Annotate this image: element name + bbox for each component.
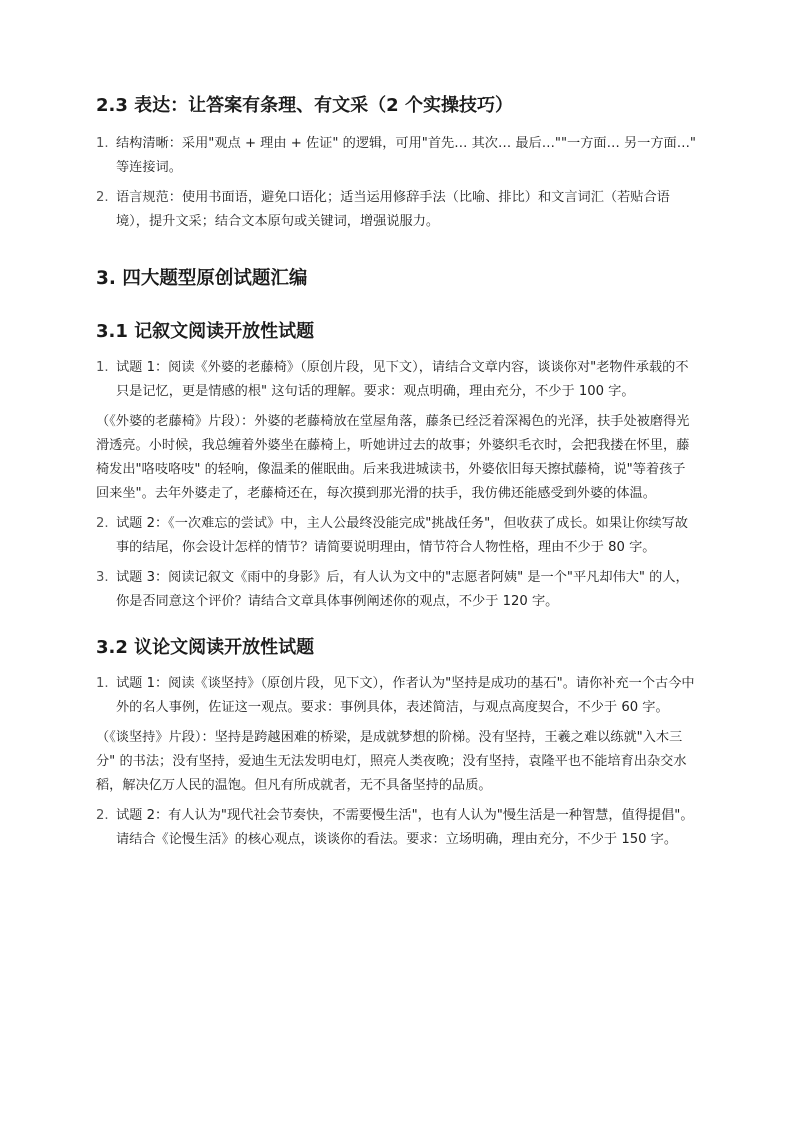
list-item [96,132,698,180]
list-3-2-a [96,672,698,720]
list-item-text: 试题 1：阅读《外婆的老藤椅》（原创片段，见下文），请结合文章内容，谈谈你对"老物件承载的不只是记忆，更是情感的根" 这句话的理解。要求：观点明确，理由充分，不少于 100 字。 [116,360,689,399]
section-heading-3-2: 3.2 议论文阅读开放性试题 [96,637,315,658]
list-2-3 [96,132,698,234]
list-item-text: 结构清晰：采用"观点 + 理由 + 佐证" 的逻辑，可用"首先… 其次… 最后…""一方面… 另一方面…" 等连接词。 [116,136,696,175]
list-item [96,186,698,234]
excerpt-paragraph: （《谈坚持》片段）：坚持是跨越困难的桥梁，是成就梦想的阶梯。没有坚持，王羲之难以练就"入木三分" 的书法；没有坚持，爱迪生无法发明电灯，照亮人类夜晚；没有坚持，袁隆平也不能培育出杂交水稻，解决亿万人民的温饱。但凡有所成就者，无不具备坚持的品质。 [96,730,687,793]
list-number: 1. [96,676,109,691]
list-number: 1. [96,136,109,151]
list-item [96,804,698,852]
list-number: 2. [96,808,109,823]
list-3-2-b [96,804,698,852]
chapter-heading-3: 3. 四大题型原创试题汇编 [96,268,308,289]
list-item [96,566,698,614]
list-item [96,512,698,560]
list-number: 1. [96,360,109,375]
list-number: 3. [96,570,109,585]
list-item-text: 试题 1：阅读《谈坚持》（原创片段，见下文），作者认为"坚持是成功的基石"。请你补充一个古今中外的名人事例，佐证这一观点。要求：事例具体，表述简洁，与观点高度契合，不少于 60 字。 [116,676,695,715]
section-heading-2-3: 2.3 表达：让答案有条理、有文采（2 个实操技巧） [96,95,513,116]
list-number: 2. [96,190,109,205]
list-item-text: 试题 2：《一次难忘的尝试》中，主人公最终没能完成"挑战任务"，但收获了成长。如果让你续写故事的结尾，你会设计怎样的情节？请简要说明理由，情节符合人物性格，理由不少于 80 字。 [116,516,688,555]
list-item-text: 试题 3：阅读记叙文《雨中的身影》后，有人认为文中的"志愿者阿姨" 是一个"平凡却伟大" 的人，你是否同意这个评价？请结合文章具体事例阐述你的观点，不少于 120 字。 [116,570,689,609]
list-number: 2. [96,516,109,531]
excerpt-paragraph: （《外婆的老藤椅》片段）：外婆的老藤椅放在堂屋角落，藤条已经泛着深褐色的光泽，扶手处被磨得光滑透亮。小时候，我总缠着外婆坐在藤椅上，听她讲过去的故事；外婆织毛衣时，会把我搂在怀里，藤椅发出"咯吱咯吱" 的轻响，像温柔的催眠曲。后来我进城读书，外婆依旧每天擦拭藤椅，说"等着孩子回来坐"。去年外婆走了，老藤椅还在，每次摸到那光滑的扶手，我仿佛还能感受到外婆的体温。 [96,414,690,501]
section-heading-3-1: 3.1 记叙文阅读开放性试题 [96,321,315,342]
list-item [96,356,698,404]
list-item [96,672,698,720]
list-3-1-b [96,512,698,614]
list-item-text: 语言规范：使用书面语，避免口语化；适当运用修辞手法（比喻、排比）和文言词汇（若贴合语境），提升文采；结合文本原句或关键词，增强说服力。 [116,190,670,229]
list-item-text: 试题 2：有人认为"现代社会节奏快，不需要慢生活"，也有人认为"慢生活是一种智慧，值得提倡"。请结合《论慢生活》的核心观点，谈谈你的看法。要求：立场明确，理由充分，不少于 150 字。 [116,808,694,847]
list-3-1-a [96,356,698,404]
